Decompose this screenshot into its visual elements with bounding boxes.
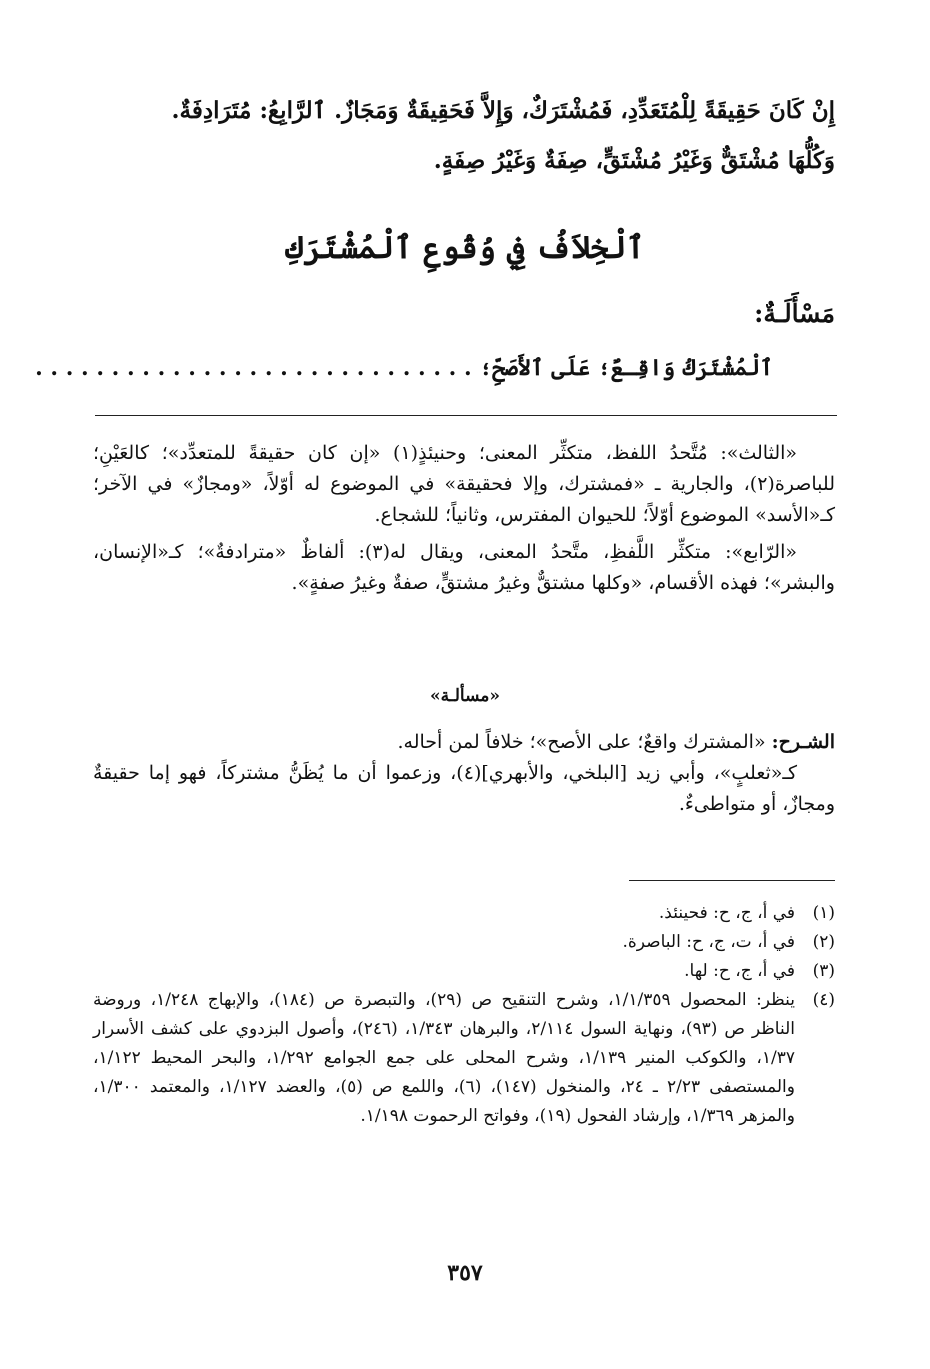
footnote-number: (٢) [812,932,835,952]
footnote-item [93,928,835,957]
footnote-item [93,957,835,986]
footnote-item [93,899,835,928]
footnote-rule [629,880,835,881]
footnote-text: في أ، ج، ح: لها. [684,961,795,981]
sharh-label: الشـرح: [771,731,835,753]
footnotes [93,899,835,1131]
masala-dots: . . . . . . . . . . . . . . . . . . . . . . . . . . . . . [35,355,472,381]
separator-rule [95,415,837,416]
footnote-number: (١) [812,903,835,923]
sharh-paragraph-3-text: «المشترك واقعٌ؛ على الأصح»؛ خلافاً لمن أحاله. [397,731,766,753]
sharh-paragraph-4: كـ«ثعلبٍ»، وأبي زيد [البلخي، والأبهري](٤)، وزعموا أن ما يُظَنُّ مشتركاً، فهو إما حقيقةٌ ومجازٌ، أو متواطىءٌ. [93,762,835,815]
sharh-paragraph-3 [93,727,835,758]
footnote-text: في أ، ت، ج، ح: الباصرة. [622,932,795,952]
matn-line-2: وَكُلُّهَا مُشْتَقٌّ وَغَيْرُ مُشْتَقٍّ، صِفَةٌ وَغَيْرُ صِفَةٍ. [433,147,835,174]
page-number: ٣٥٧ [447,1260,483,1286]
footnote-number: (٣) [812,961,835,981]
footnote-number: (٤) [812,990,835,1010]
section-title: ٱلْخِلاَفُ فِي وُقُوعِ ٱلْمُشْتَرَكِ [285,230,645,266]
masala-heading: مَسْأَلَـةٌ: [754,299,835,328]
footnote-item [93,986,835,1131]
sharh-block-2 [93,727,835,820]
masala-matn-line [35,348,835,388]
matn-top-text [93,86,835,186]
sharh-paragraph-2: «الرّابع»: متكثِّر اللَّفظِ، متَّحدُ المعنى، ويقال له(٣): ألفاظٌ «مترادفةٌ»؛ كـ«الإنسان، والبشر»؛ فهذه الأقسام، «وكلها مشتقٌّ وغيرُ مشتقٍّ، صفةٌ وغيرُ صفةٍ». [93,541,835,594]
matn-line-1: إِنْ كَانَ حَقِيقَةً لِلْمُتَعَدِّدِ، فَمُشْتَرَكٌ، وَإِلاَّ فَحَقِيقَةٌ وَمَجَازٌ. ٱلرَّابِعُ: مُتَرَادِفَةٌ. [171,97,835,124]
sharh-paragraph-1: «الثالث»: مُتَّحدُ اللفظ، متكثِّر المعنى؛ وحنيئذٍ(١) «إن كان حقيقةً للمتعدِّد»؛ كالعَيْنِ؛ للباصرة(٢)، والجارية ـ «فمشترك، وإلا فحقيقة» في الموضوع له أوّلاً، «ومجازٌ» في الآخر؛ كـ«الأسد» الموضوع أوّلاً؛ للحيوان المفترس، وثانياً؛ للشجاع. [93,442,835,526]
footnote-text: ينظر: المحصول ١/١/٣٥٩، وشرح التنقيح ص (٢٩)، والتبصرة ص (١٨٤)، والإبهاج ١/٢٤٨، وروضة الناظر ص (٩٣)، ونهاية السول ٢/١١٤، والبرهان ١/٣٤٣، (٢٤٦)، وأصول البزدوي على كشف الأسرار ١/٣٧، والكوكب المنير ١/١٣٩، وشرح المحلى على جمع الجوامع ١/٢٩٢، والبحر المحيط ١/١٢٢، والمستصفى ٢/٢٣ ـ ٢٤، والمنخول (١٤٧)، (٦)، واللمع ص (٥)، والعضد ١/١٢٧، والمعتمد ١/٣٠٠، والمزهر ١/٣٦٩، وإرشاد الفحول (١٩)، وفواتح الرحموت ١/١٩٨. [93,990,796,1126]
sharh-block-1 [93,438,835,599]
masala-subheading: «مسألـة» [430,686,500,706]
footnote-text: في أ، ج، ح: فحينئذ. [658,903,795,923]
masala-matn: ٱلْمُشْتَرَكُ وَاقِـعٌ؛ عَلَى ٱلأَصَحِّ؛ [479,355,773,381]
